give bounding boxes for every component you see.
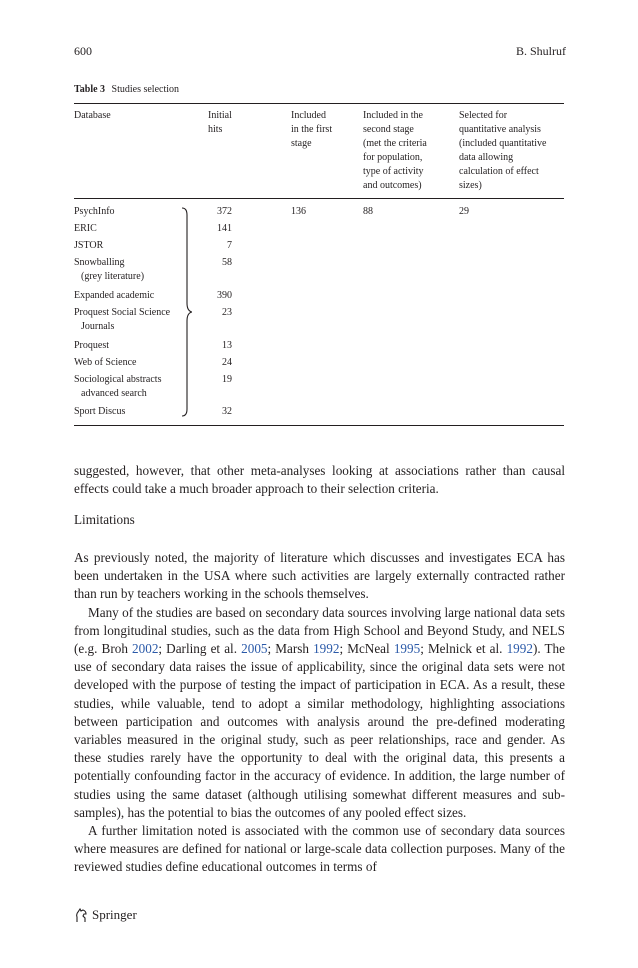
cell-hits: 58 [222,257,232,268]
cell-hits: 19 [222,374,232,385]
cell-database: Sociological abstracts advanced search [74,374,162,399]
cell-included-first: 136 [291,206,306,217]
table-body [74,205,564,425]
paragraph: Many of the studies are based on secondary data sources involving large national data sets from longitudinal studies, such as the data from High School and Beyond Study, and NELS (e.g. Broh 2002; Darling et al. 2005; Marsh 1992; McNeal 1995; Melnick et al. 1992). The use of secondary data raises the issue of applicability, since the original data sets were not developed with the purpose of testing the impact of participation in ECA. As a result, these studies, while valuable, tend to adopt a similar methodology, highlighting associations between participation and outcomes with analysis around the pre-defined moderating variables measured in the original study, such as peer relationships, race and gender. As these studies rarely have the opportunity to deal with the original data, this presents a potentially confounding factor in the accuracy of evidence. In addition, the large number of studies using the same dataset (although utilising somewhat different measures and sub-samples), has the potential to bias the outcomes of any pooled effect sizes. [74,604,565,820]
cell-hits: 372 [217,206,232,217]
cell-database: JSTOR [74,240,104,251]
section-heading: Limitations [74,512,135,527]
cell-hits: 141 [217,223,232,234]
table-label: Table 3 [74,84,106,95]
springer-horse-icon [74,908,88,923]
page-number: 600 [74,44,92,58]
cell-database: Snowballing (grey literature) [74,257,145,282]
cell-selected: 29 [459,206,469,217]
publisher-footer [74,907,137,923]
cell-hits: 390 [217,290,232,301]
cell-hits: 32 [222,406,232,417]
citation-link[interactable]: 1992 [313,641,340,657]
header-included-first: Included in the first stage [291,110,333,149]
cell-database: Expanded academic [74,290,155,301]
body-text [74,549,565,877]
table-header [74,109,564,199]
paragraph: A further limitation noted is associated with the common use of secondary data sources where measures are defined for national or large-scale data collection purposes. Many of the reviewed studies define educational outcomes in terms of [74,823,565,875]
cell-database: ERIC [74,223,97,234]
cell-included-second: 88 [363,206,373,217]
cell-database: PsychInfo [74,206,115,217]
cell-hits: 13 [222,340,232,351]
header-selected: Selected for quantitative analysis (included quantitative data allowing calculation of effect sizes) [459,110,547,191]
citation-link[interactable]: 2005 [241,641,268,657]
header-database: Database [74,110,111,121]
cell-hits: 7 [227,240,232,251]
header-initial-hits: Initial hits [208,110,232,135]
table-bottom-rule [74,425,564,426]
cell-database: Sport Discus [74,406,126,417]
intro-paragraph: suggested, however, that other meta-analyses looking at associations rather than causal effects could take a much broader approach to their selection criteria. [74,463,565,497]
cell-database: Proquest Social Science Journals [74,307,171,332]
cell-hits: 23 [222,307,232,318]
table-title: Studies selection [111,84,180,95]
publisher-name: Springer [92,907,137,922]
table-caption [74,84,179,95]
table-header-rule [74,198,564,199]
header-included-second: Included in the second stage (met the criteria for population, type of activity and outcomes) [363,110,427,191]
citation-link[interactable]: 2002 [132,641,159,657]
citation-link[interactable]: 1992 [506,641,533,657]
grouping-brace-icon [180,207,192,417]
author-name: B. Shulruf [515,44,566,58]
cell-database: Proquest [74,340,109,351]
table-top-rule [74,103,564,104]
cell-hits: 24 [222,357,232,368]
cell-database: Web of Science [74,357,137,368]
paragraph: As previously noted, the majority of literature which discusses and investigates ECA has been undertaken in the USA where such activities are largely externally contracted rather than run by teachers working in the schools themselves. [74,550,565,602]
citation-link[interactable]: 1995 [393,641,421,657]
